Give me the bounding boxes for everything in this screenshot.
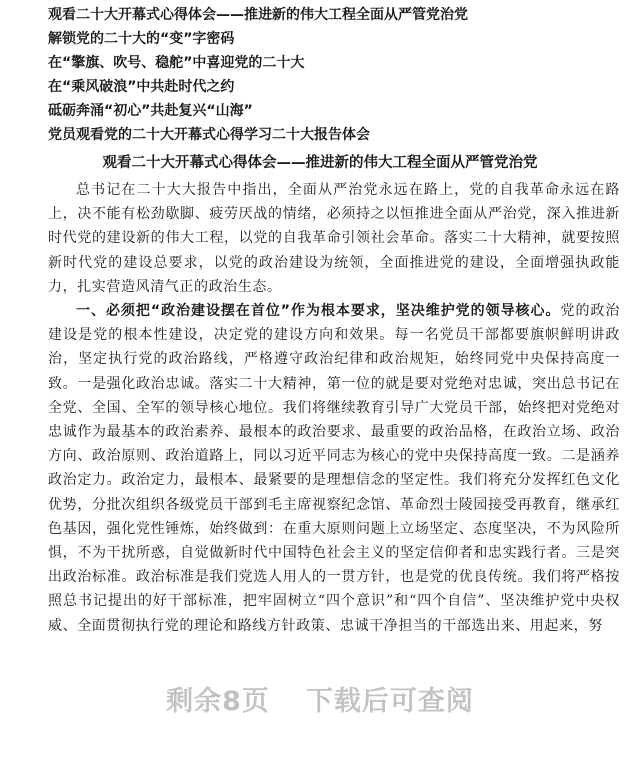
article-paragraph: 总书记在二十大大报告中指出，全面从严治党永远在路上，党的自我革命永远在路上，决不能有松劲歇脚、疲劳厌战的情绪，必须持之以恒推进全面从严治党，深入推进新时代党的建设新的伟大工程，以党的自我革命引领社会革命。落实二十大精神，就要按照新时代党的建设总要求，以党的政治建设为统领，全面推进党的建设，全面增强执政能力，扎实营造风清气正的政治生态。 — [48, 182, 620, 295]
paywall-banner[interactable] — [0, 682, 640, 722]
article-body — [48, 178, 620, 638]
article-paragraph — [48, 299, 620, 638]
toc-item[interactable]: 观看二十大开幕式心得体会——推进新的伟大工程全面从严管党治党 — [48, 7, 468, 23]
table-of-contents — [48, 3, 608, 147]
toc-item[interactable]: 砥砺奔涌“初心”共赴复兴“山海” — [48, 103, 253, 119]
toc-item[interactable]: 党员观看党的二十大开幕式心得学习二十大报告体会 — [48, 127, 370, 143]
toc-item[interactable]: 在“擎旗、吹号、稳舵”中喜迎党的二十大 — [48, 55, 305, 71]
article-title: 观看二十大开幕式心得体会——推进新的伟大工程全面从严管党治党 — [102, 155, 538, 171]
section-body: 党的政治建设是党的根本性建设，决定党的建设方向和效果。每一名党员干部都要旗帜鲜明讲政治，坚定执行党的政治路线，严格遵守政治纪律和政治规矩，始终同党中央保持高度一致。一是强化政治忠诚。落实二十大精神，第一位的就是要对党绝对忠诚，突出总书记在全党、全国、全军的领导核心地位。我们将继续教育引导广大党员干部，始终把对党绝对忠诚作为最基本的政治素养、最根本的政治要求、最重要的政治品格，在政治立场、政治方向、政治原则、政治道路上，同以习近平同志为核心的党中央保持高度一致。二是涵养政治定力。政治定力，最根本、最紧要的是理想信念的坚定性。我们将充分发挥红色文化优势，分批次组织各级党员干部到毛主席视察纪念馆、革命烈士陵园接受再教育，继承红色基因，强化党性锤炼，始终做到：在重大原则问题上立场坚定、态度坚决，不为风险所惧，不为干扰所惑，自觉做新时代中国特色社会主义的坚定信仰者和忠实践行者。三是突出政治标准。政治标准是我们党选人用人的一贯方针，也是党的优良传统。我们将严格按照总书记提出的好干部标准，把牢固树立“四个意识”和“四个自信”、坚决维护党中央权威、全面贯彻执行党的理论和路线方针政策、忠诚干净担当的干部选出来、用起来，努 — [48, 303, 621, 634]
download-to-view-label[interactable]: 下载后可查阅 — [305, 686, 474, 717]
remaining-pages-label: 剩余8页 — [166, 686, 270, 717]
toc-item[interactable]: 解锁党的二十大的“变”字密码 — [48, 31, 235, 47]
toc-item[interactable]: 在“乘风破浪”中共赴时代之约 — [48, 79, 235, 95]
section-heading: 一、必须把“政治建设摆在首位”作为根本要求，坚决维护党的领导核心。 — [76, 303, 561, 320]
